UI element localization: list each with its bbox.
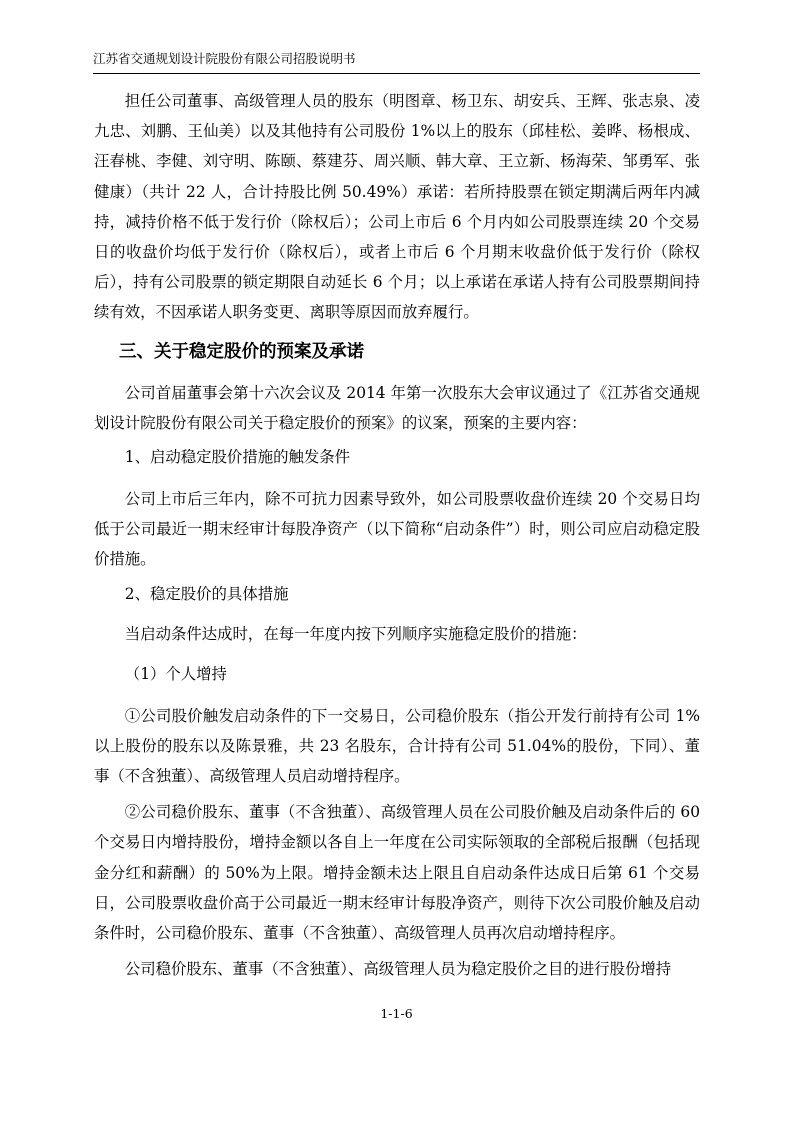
subheading-trigger-conditions: 1、启动稳定股价措施的触发条件 <box>124 448 351 467</box>
plan-intro-paragraph: 公司首届董事会第十六次会议及 2014 年第一次股东大会审议通过了《江苏省交通规划设计院股份有限公司关于稳定股价的预案》的议案，预案的主要内容： <box>94 383 700 432</box>
document-body <box>94 86 700 990</box>
header-title: 江苏省交通规划设计院股份有限公司招股说明书 <box>93 51 356 66</box>
section-heading: 三、关于稳定股价的预案及承诺 <box>119 341 364 362</box>
page-footer <box>0 1006 793 1021</box>
subheading-personal-increase: （1）个人增持 <box>124 664 227 683</box>
continuation-paragraph: 公司稳价股东、董事（不含独董）、高级管理人员为稳定股价之目的进行股份增持 <box>124 960 672 979</box>
increase-item-1: ①公司股价触发启动条件的下一交易日，公司稳价股东（指公开发行前持有公司 1%以上股份的股东以及陈景雅，共 23 名股东，合计持有公司 51.04%的股份，下同）、董事（不含独董）、高级管理人员启动增持程序。 <box>94 706 700 786</box>
subheading-specific-measures: 2、稳定股价的具体措施 <box>124 584 289 603</box>
increase-item-2: ②公司稳价股东、董事（不含独董）、高级管理人员在公司股价触及启动条件后的 60 个交易日内增持股份，增持金额以各自上一年度在公司实际领取的全部税后报酬（包括现金分红和薪酬）的 50%为上限。增持金额未达上限且自启动条件达成日后第 61 个交易日，公司股票收盘价高于公司最近一期末经审计每股净资产，则待下次公司股价触及启动条件时，公司稳价股东、董事（不含独董）、高级管理人员再次启动增持程序。 <box>94 803 700 943</box>
page-number: 1-1-6 <box>380 1006 413 1021</box>
page-header <box>93 47 700 74</box>
shareholder-commitment-paragraph: 担任公司董事、高级管理人员的股东（明图章、杨卫东、胡安兵、王辉、张志泉、凌九忠、刘鹏、王仙美）以及其他持有公司股份 1%以上的股东（邱桂松、姜晔、杨根成、汪春桃、李健、刘守明、陈颐、蔡建芬、周兴顺、韩大章、王立新、杨海荣、邹勇军、张健康）（共计 22 人，合计持股比例 50.49%）承诺：若所持股票在锁定期满后两年内减持，减持价格不低于发行价（除权后）；公司上市后 6 个月内如公司股票连续 20 个交易日的收盘价均低于发行价（除权后），或者上市后 6 个月期末收盘价低于发行价（除权后），持有公司股票的锁定期限自动延长 6 个月；以上承诺在承诺人持有公司股票期间持续有效，不因承诺人职务变更、离职等原因而放弃履行。 <box>94 92 700 322</box>
measures-order-paragraph: 当启动条件达成时，在每一年度内按下列顺序实施稳定股价的措施： <box>124 624 587 643</box>
trigger-conditions-paragraph: 公司上市后三年内，除不可抗力因素导致外，如公司股票收盘价连续 20 个交易日均低于公司最近一期末经审计每股净资产（以下简称“启动条件”）时，则公司应启动稳定股价措施。 <box>94 490 700 569</box>
